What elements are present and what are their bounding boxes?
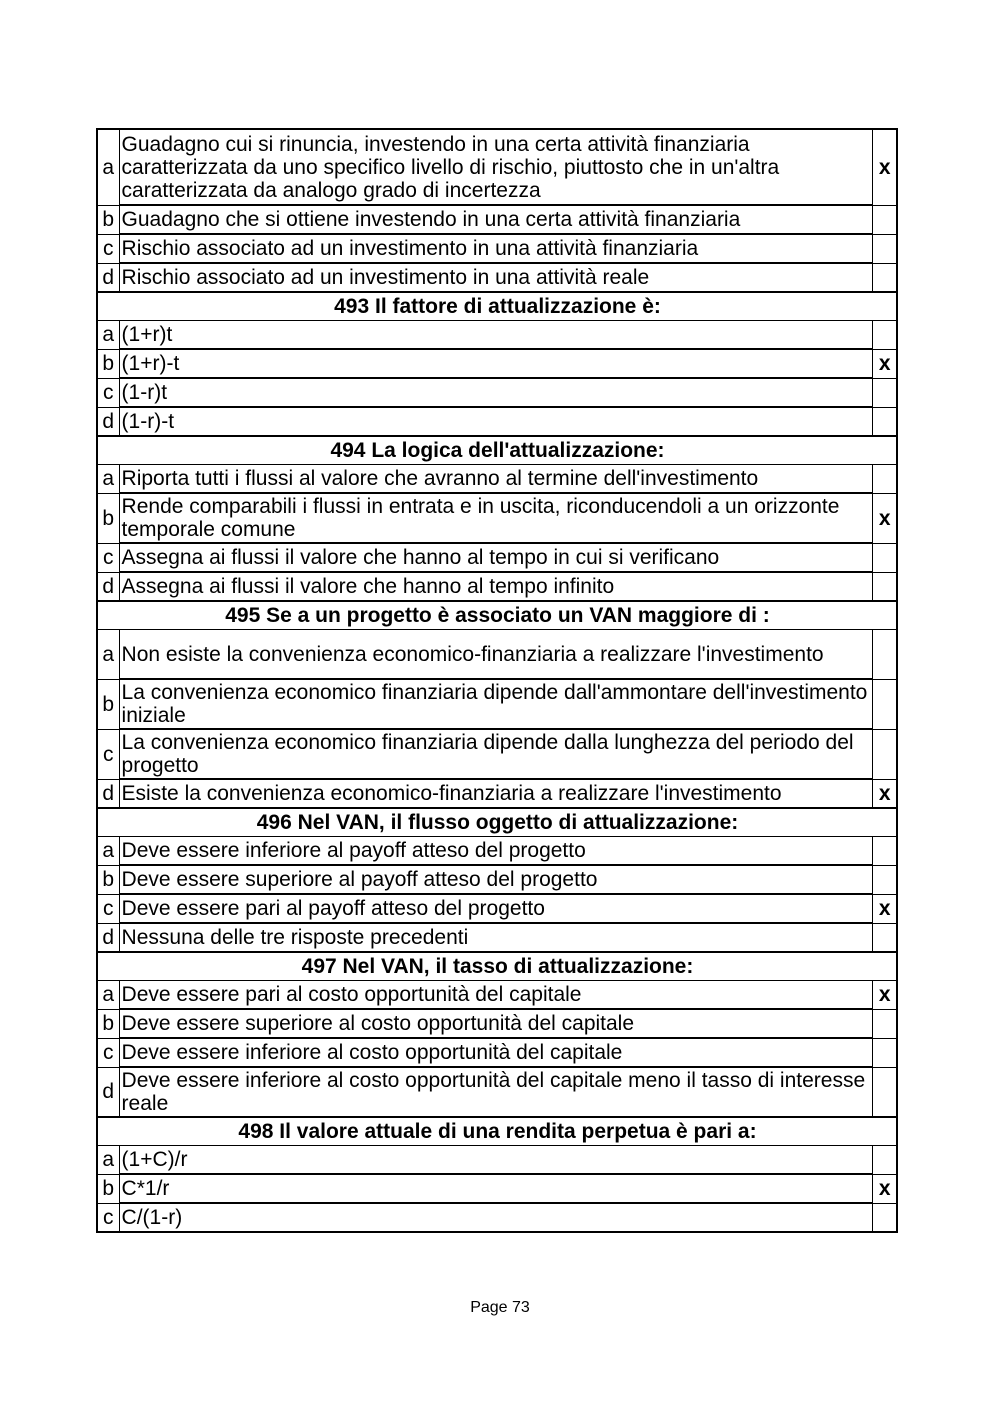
answer-text: Deve essere pari al payoff atteso del progetto (119, 894, 873, 923)
quiz-table-body (97, 129, 897, 1232)
question-heading-row (97, 808, 897, 837)
answer-letter: a (97, 129, 119, 205)
correct-answer-mark: x (873, 1174, 897, 1203)
correct-answer-mark (873, 679, 897, 729)
correct-answer-mark (873, 465, 897, 494)
answer-text: Deve essere inferiore al costo opportunità del capitale meno il tasso di interesse reale (119, 1067, 873, 1117)
question-heading-row (97, 292, 897, 321)
answer-row (97, 865, 897, 894)
answer-row (97, 1146, 897, 1175)
question-heading: 497 Nel VAN, il tasso di attualizzazione: (97, 952, 897, 981)
answer-text: (1-r)-t (119, 407, 873, 436)
correct-answer-mark (873, 572, 897, 601)
correct-answer-mark (873, 1038, 897, 1067)
question-heading: 494 La logica dell'attualizzazione: (97, 436, 897, 465)
answer-row (97, 679, 897, 729)
answer-row (97, 572, 897, 601)
answer-text: La convenienza economico finanziaria dipende dall'ammontare dell'investimento iniziale (119, 679, 873, 729)
answer-letter: c (97, 894, 119, 923)
answer-row (97, 729, 897, 779)
correct-answer-mark (873, 630, 897, 680)
correct-answer-mark (873, 1009, 897, 1038)
answer-letter: c (97, 378, 119, 407)
answer-row (97, 630, 897, 680)
correct-answer-mark (873, 837, 897, 866)
answer-letter: b (97, 1174, 119, 1203)
answer-letter: c (97, 234, 119, 263)
answer-letter: d (97, 1067, 119, 1117)
correct-answer-mark (873, 234, 897, 263)
answer-letter: b (97, 679, 119, 729)
question-heading: 498 Il valore attuale di una rendita perpetua è pari a: (97, 1117, 897, 1146)
answer-row (97, 378, 897, 407)
answer-text: Deve essere pari al costo opportunità del capitale (119, 981, 873, 1010)
answer-row (97, 894, 897, 923)
answer-text: (1+r)-t (119, 349, 873, 378)
answer-text: Guadagno cui si rinuncia, investendo in una certa attività finanziaria caratterizzata da uno specifico livello di rischio, piuttosto che in un'altra caratterizzata da analogo grado di incertezza (119, 129, 873, 205)
question-heading-row (97, 436, 897, 465)
answer-text: Esiste la convenienza economico-finanziaria a realizzare l'investimento (119, 779, 873, 808)
correct-answer-mark (873, 1203, 897, 1232)
answer-row (97, 321, 897, 350)
answer-text: Nessuna delle tre risposte precedenti (119, 923, 873, 952)
answer-letter: b (97, 349, 119, 378)
answer-letter: a (97, 1146, 119, 1175)
question-heading: 496 Nel VAN, il flusso oggetto di attualizzazione: (97, 808, 897, 837)
answer-text: C/(1-r) (119, 1203, 873, 1232)
answer-text: (1-r)t (119, 378, 873, 407)
question-heading: 495 Se a un progetto è associato un VAN maggiore di : (97, 601, 897, 630)
answer-letter: d (97, 779, 119, 808)
correct-answer-mark: x (873, 981, 897, 1010)
page-number: Page 73 (470, 1299, 530, 1316)
correct-answer-mark (873, 543, 897, 572)
question-heading-row (97, 1117, 897, 1146)
answer-text: Rischio associato ad un investimento in una attività reale (119, 263, 873, 292)
correct-answer-mark (873, 321, 897, 350)
answer-letter: c (97, 1038, 119, 1067)
answer-letter: a (97, 630, 119, 680)
question-heading-row (97, 952, 897, 981)
answer-text: Non esiste la convenienza economico-finanziaria a realizzare l'investimento (119, 630, 873, 680)
answer-text: (1+r)t (119, 321, 873, 350)
answer-text: Assegna ai flussi il valore che hanno al tempo in cui si verificano (119, 543, 873, 572)
correct-answer-mark: x (873, 129, 897, 205)
answer-letter: c (97, 1203, 119, 1232)
answer-letter: a (97, 837, 119, 866)
answer-row (97, 234, 897, 263)
correct-answer-mark: x (873, 779, 897, 808)
correct-answer-mark (873, 263, 897, 292)
answer-text: Guadagno che si ottiene investendo in una certa attività finanziaria (119, 205, 873, 234)
correct-answer-mark: x (873, 493, 897, 543)
answer-row (97, 1174, 897, 1203)
answer-text: (1+C)/r (119, 1146, 873, 1175)
answer-text: C*1/r (119, 1174, 873, 1203)
answer-text: Deve essere superiore al costo opportunità del capitale (119, 1009, 873, 1038)
answer-row (97, 407, 897, 436)
correct-answer-mark (873, 407, 897, 436)
answer-row (97, 1038, 897, 1067)
answer-text: Assegna ai flussi il valore che hanno al tempo infinito (119, 572, 873, 601)
answer-row (97, 981, 897, 1010)
answer-text: Rischio associato ad un investimento in una attività finanziaria (119, 234, 873, 263)
answer-row (97, 543, 897, 572)
answer-text: Deve essere superiore al payoff atteso del progetto (119, 865, 873, 894)
answer-letter: c (97, 543, 119, 572)
answer-letter: d (97, 263, 119, 292)
correct-answer-mark (873, 1067, 897, 1117)
answer-letter: b (97, 1009, 119, 1038)
answer-letter: d (97, 923, 119, 952)
answer-letter: b (97, 865, 119, 894)
answer-text: Deve essere inferiore al payoff atteso del progetto (119, 837, 873, 866)
correct-answer-mark (873, 923, 897, 952)
correct-answer-mark: x (873, 349, 897, 378)
answer-row (97, 263, 897, 292)
answer-text: Riporta tutti i flussi al valore che avranno al termine dell'investimento (119, 465, 873, 494)
answer-letter: d (97, 407, 119, 436)
answer-row (97, 465, 897, 494)
answer-row (97, 837, 897, 866)
answer-letter: a (97, 321, 119, 350)
correct-answer-mark (873, 729, 897, 779)
answer-letter: a (97, 465, 119, 494)
correct-answer-mark (873, 1146, 897, 1175)
answer-letter: b (97, 205, 119, 234)
answer-row (97, 779, 897, 808)
answer-row (97, 1009, 897, 1038)
correct-answer-mark: x (873, 894, 897, 923)
correct-answer-mark (873, 205, 897, 234)
quiz-table (96, 128, 898, 1233)
answer-letter: a (97, 981, 119, 1010)
answer-row (97, 493, 897, 543)
answer-letter: d (97, 572, 119, 601)
correct-answer-mark (873, 865, 897, 894)
answer-row (97, 923, 897, 952)
answer-row (97, 1203, 897, 1232)
answer-row (97, 205, 897, 234)
answer-row (97, 1067, 897, 1117)
answer-text: La convenienza economico finanziaria dipende dalla lunghezza del periodo del progetto (119, 729, 873, 779)
correct-answer-mark (873, 378, 897, 407)
answer-row (97, 349, 897, 378)
answer-text: Rende comparabili i flussi in entrata e in uscita, riconducendoli a un orizzonte temporale comune (119, 493, 873, 543)
answer-row (97, 129, 897, 205)
answer-letter: b (97, 493, 119, 543)
answer-letter: c (97, 729, 119, 779)
answer-text: Deve essere inferiore al costo opportunità del capitale (119, 1038, 873, 1067)
question-heading: 493 Il fattore di attualizzazione è: (97, 292, 897, 321)
question-heading-row (97, 601, 897, 630)
